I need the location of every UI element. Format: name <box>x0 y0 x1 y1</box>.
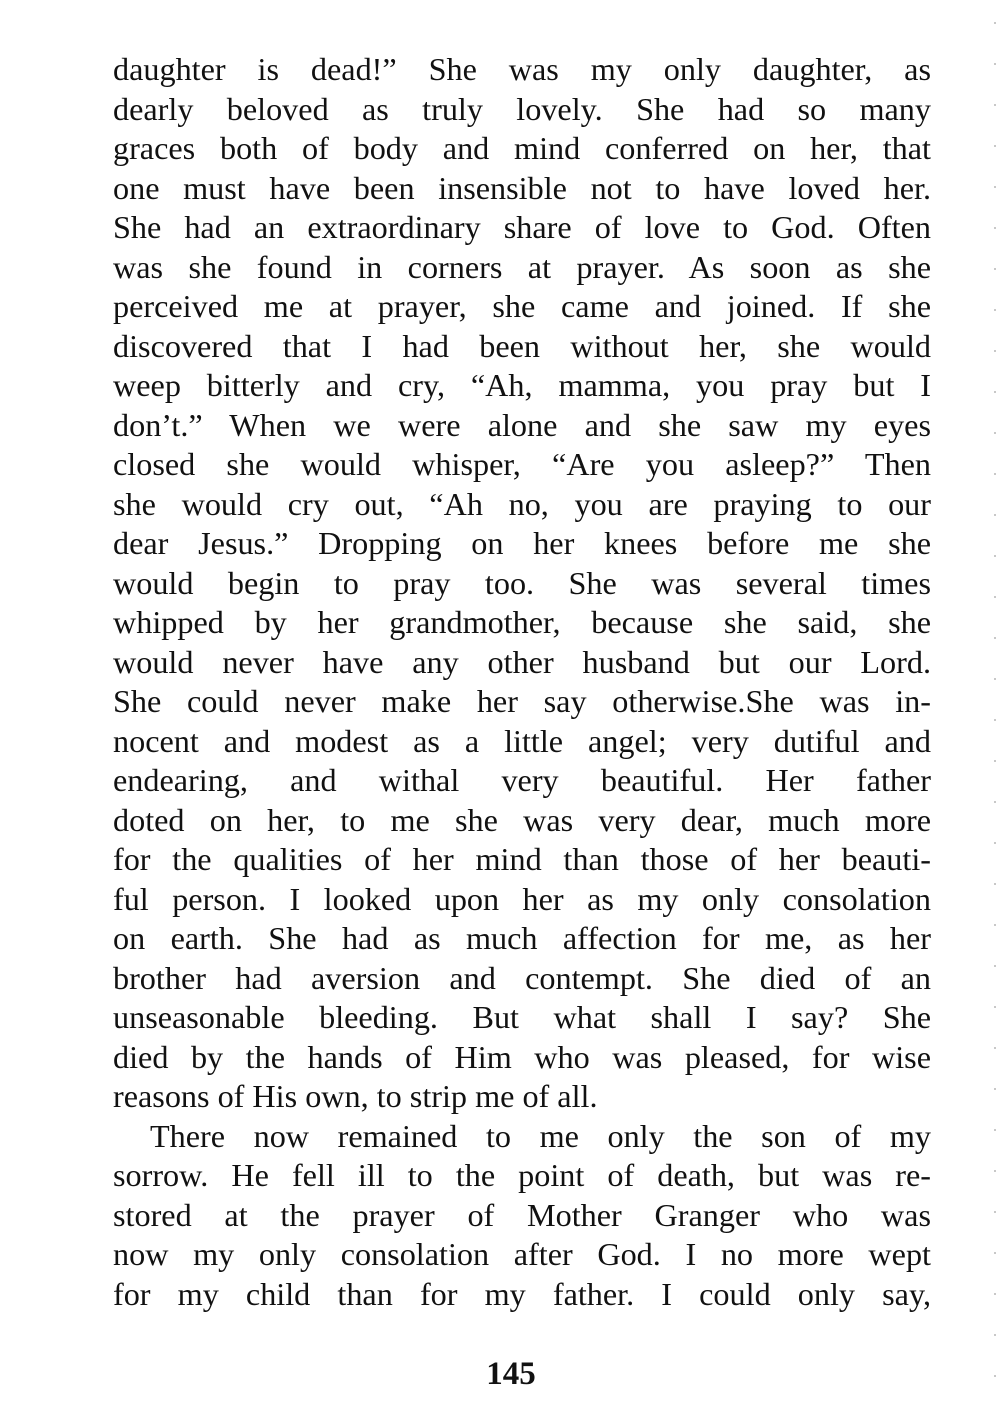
text-line: reasons of His own, to strip me of all. <box>113 1078 598 1114</box>
text-line: for the qualities of her mind than those of her beauti- <box>113 841 931 877</box>
text-line: would never have any other husband but our Lord. <box>113 643 931 680</box>
text-line: stored at the prayer of Mother Granger who was <box>113 1196 931 1233</box>
text-line: died by the hands of Him who was pleased, for wise <box>113 1038 931 1075</box>
text-line: don’t.” When we were alone and she saw my eyes <box>113 406 931 443</box>
text-line: perceived me at prayer, she came and joined. If she <box>113 288 931 324</box>
text-line: doted on her, to me she was very dear, much more <box>113 801 931 838</box>
text-line: dear Jesus.” Dropping on her knees before me she <box>113 525 931 561</box>
paragraph-1 <box>113 50 931 1117</box>
text-line: closed she would whisper, “Are you asleep?” Then <box>113 446 931 482</box>
text-line: dearly beloved as truly lovely. She had so many <box>113 90 931 127</box>
text-line: daughter is dead!” She was my only daughter, as <box>113 51 931 87</box>
text-line: unseasonable bleeding. But what shall I say? She <box>113 999 931 1035</box>
text-line: She had an extraordinary share of love to God. Often <box>113 209 931 245</box>
text-line: endearing, and withal very beautiful. Her father <box>113 762 931 798</box>
body-text <box>113 50 931 1314</box>
text-line: She could never make her say otherwise.She was in- <box>113 683 931 719</box>
scan-edge-mark <box>994 0 996 1416</box>
paragraph-2 <box>113 1117 931 1315</box>
page-number: 145 <box>486 1356 536 1392</box>
text-line: for my child than for my father. I could only say, <box>113 1275 931 1312</box>
text-line: graces both of body and mind conferred on her, that <box>113 130 931 166</box>
text-line: on earth. She had as much affection for me, as her <box>113 920 931 956</box>
text-line: now my only consolation after God. I no more wept <box>113 1236 931 1272</box>
text-line: would begin to pray too. She was several times <box>113 564 931 601</box>
text-line: nocent and modest as a little angel; very dutiful and <box>113 722 931 759</box>
text-line: brother had aversion and contempt. She died of an <box>113 959 931 996</box>
text-line: ful person. I looked upon her as my only consolation <box>113 880 931 917</box>
text-line: was she found in corners at prayer. As soon as she <box>113 248 931 285</box>
text-line: she would cry out, “Ah no, you are praying to our <box>113 485 931 522</box>
text-line: one must have been insensible not to have loved her. <box>113 169 931 206</box>
text-line: sorrow. He fell ill to the point of death, but was re- <box>113 1157 931 1193</box>
text-line: discovered that I had been without her, she would <box>113 327 931 364</box>
text-line: weep bitterly and cry, “Ah, mamma, you pray but I <box>113 367 931 403</box>
text-line: There now remained to me only the son of my <box>150 1117 931 1154</box>
text-line: whipped by her grandmother, because she said, she <box>113 604 931 640</box>
